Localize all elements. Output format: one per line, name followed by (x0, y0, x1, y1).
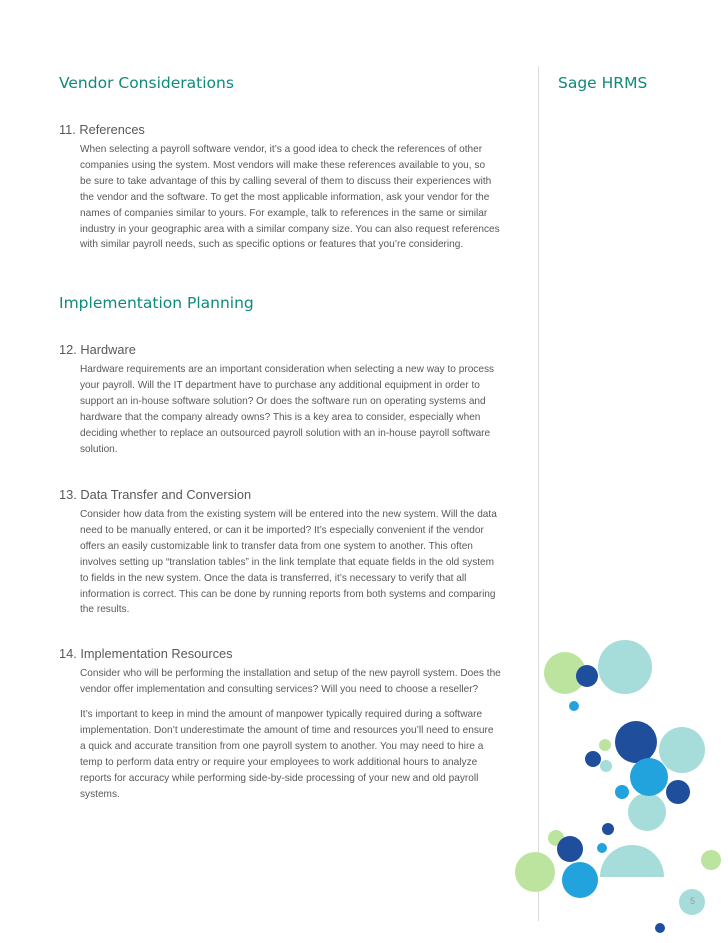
resources-paragraph-2: It’s important to keep in mind the amount of manpower typically required during a software implementation. Don’t underestimate the amount of time and resources you’ll need to ensure a quick and accurate transition from one payroll system to another. You may need to hire a temp to perform data entry or require your employees to work additional hours to analyze reports for accuracy while performing side-by-side processing of your new and old payroll systems. (80, 709, 494, 800)
page-number: 5 (690, 896, 696, 906)
section-title-implementation-planning: Implementation Planning (59, 294, 254, 312)
brand-name: Sage HRMS (558, 74, 648, 92)
hardware-paragraph: Hardware requirements are an important consideration when selecting a new way to process your payroll. Will the IT department have to purchase any additional equipment in order to support an in-house software solution? Or does the software run on operating systems and hardware that the company already owns? This is a key area to consider, especially when deciding whether to replace an outsourced payroll solution with an in-house payroll software solution. (80, 364, 495, 455)
resources-paragraph-1: Consider who will be performing the installation and setup of the new payroll system. Does the vendor offer implementation and consulting services? Will you need to choose a reseller? (80, 668, 501, 695)
item-heading-hardware: 12. Hardware (59, 342, 136, 357)
data-transfer-paragraph: Consider how data from the existing system will be entered into the new system. Will the data need to be manually entered, or can it be imported? It’s especially convenient if the vendor offers an easily customizable link to transfer data from one system to another. This often involves setting up “translation tables” in the link template that equate fields in the old system to fields in the new system. Once the data is transferred, it’s necessary to verify that all information is correct. This can be done by running reports from both systems and comparing the results. (80, 509, 497, 616)
item-heading-references: 11. References (59, 122, 145, 137)
references-paragraph: When selecting a payroll software vendor, it’s a good idea to check the references of other companies using the system. Most vendors will make these references available to you, so be sure to take advantage of this by calling several of them to discuss their experiences with the vendor and the software. To get the most applicable information, ask your vendor for the names of companies similar to yours. For example, talk to references in the same or similar industry in your geographic area with a similar company size. You can also request references with similar payroll needs, such as specific options or features that you’re considering. (80, 144, 500, 251)
item-heading-implementation-resources: 14. Implementation Resources (59, 646, 233, 661)
page-header-title: Vendor Considerations (59, 74, 234, 92)
item-heading-data-transfer: 13. Data Transfer and Conversion (59, 487, 252, 502)
abstract-bubbles-graphic (500, 600, 728, 943)
